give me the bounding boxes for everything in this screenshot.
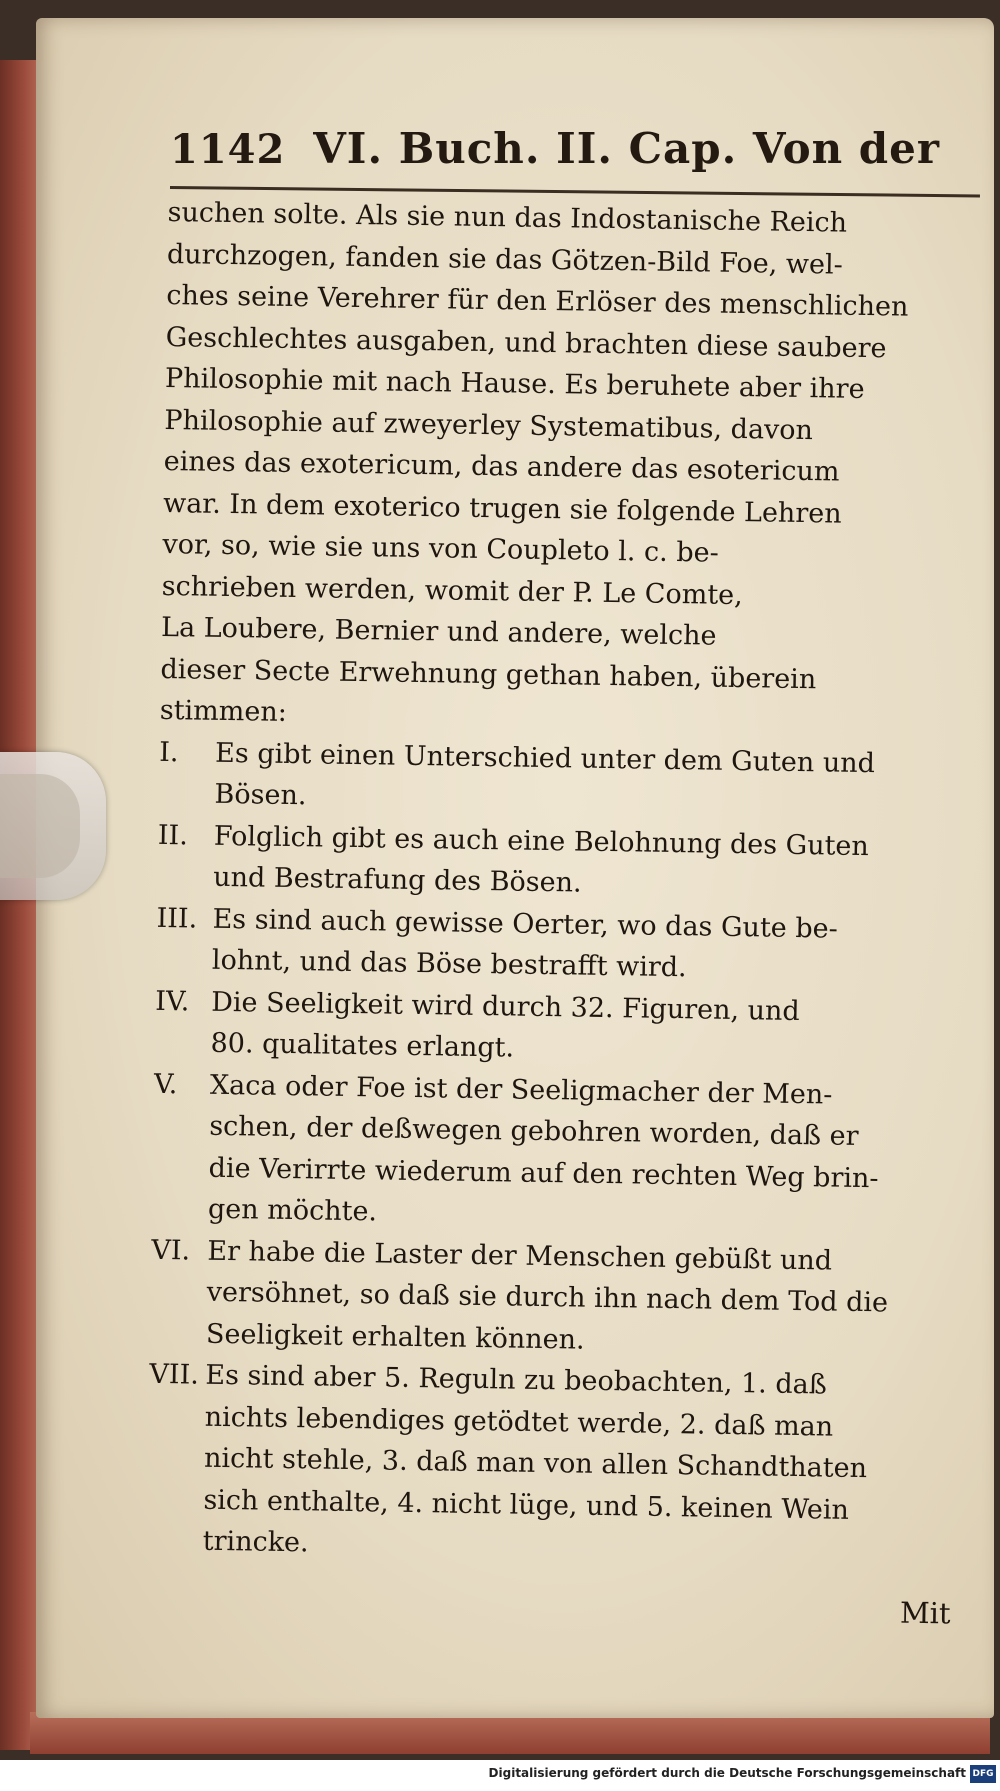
dfg-logo: DFG [970, 1765, 996, 1783]
text-line-content: ches seine Verehrer für den Erlöser des menschlichen [166, 279, 909, 323]
page-clip-inner [0, 774, 80, 878]
page-number: 1142 [170, 126, 286, 173]
text-line-content: Die Seeligkeit wird durch 32. Figuren, und [211, 986, 800, 1027]
text-line-content: durchzogen, fanden sie das Götzen-Bild Foe, wel- [166, 238, 844, 281]
text-line-content: stimmen: [159, 694, 288, 728]
text-line-content: dieser Secte Erwehnung gethan haben, überein [160, 653, 817, 695]
text-line-content: Seeligkeit erhalten können. [205, 1318, 585, 1356]
list-item-text [213, 815, 978, 910]
paragraph [160, 192, 988, 744]
text-line-content: 80. qualitates erlangt. [210, 1027, 515, 1064]
list-item [154, 980, 975, 1076]
text-line-content: suchen solte. Als sie nun das Indostanische Reich [167, 196, 848, 239]
text-line-content: Es gibt einen Unterschied unter dem Guten und [214, 737, 876, 779]
text-line-content: Folglich gibt es auch eine Belohnung des Guten [213, 820, 870, 862]
text-line-content: versöhnet, so daß sie durch ihn nach dem Tod die [206, 1276, 889, 1319]
text-line-content: Er habe die Laster der Menschen gebüßt und [207, 1235, 833, 1277]
footer-bar [0, 1760, 1000, 1791]
text-line-content: und Bestrafung des Bösen. [212, 861, 582, 899]
list-item [152, 1063, 975, 1242]
text-line-content: nichts lebendiges getödtet werde, 2. daß man [204, 1401, 834, 1443]
list-item [146, 1354, 969, 1574]
list-item-number: IV. [155, 985, 190, 1017]
running-title: VI. Buch. II. Cap. Von der [313, 124, 940, 173]
list-item-number: VII. [149, 1358, 200, 1391]
text-line-content: war. In dem exoterico trugen sie folgende Lehren [162, 487, 842, 530]
list-item-text [208, 1064, 975, 1242]
list-item-number: I. [158, 736, 179, 768]
list-item-text [202, 1355, 969, 1574]
footer-credit: Digitalisierung gefördert durch die Deutsche Forschungsgemeinschaft [488, 1766, 966, 1780]
text-line-content: lohnt, und das Böse bestrafft wird. [211, 944, 687, 984]
text-line-content: Geschlechtes ausgaben, und brachten diese saubere [165, 321, 887, 364]
list-item-number: III. [156, 902, 198, 935]
text-line-content: Xaca oder Foe ist der Seeligmacher der Men- [209, 1069, 833, 1111]
catchword: Mit [899, 1595, 951, 1631]
text-line-content: La Loubere, Bernier und andere, welche [160, 611, 717, 652]
list-item-number: V. [153, 1068, 178, 1100]
text-line-content: die Verirrte wiederum auf den rechten Weg brin- [208, 1152, 879, 1194]
list-item [150, 1229, 972, 1366]
list-item [156, 897, 977, 993]
text-line-content: schen, der deßwegen gebohren worden, daß er [209, 1110, 859, 1152]
text-line-content: vor, so, wie sie uns von Coupleto l. c. be- [162, 528, 719, 569]
running-header [170, 124, 940, 173]
list-item-number: II. [157, 819, 189, 851]
text-line-content: Es sind aber 5. Reguln zu beobachten, 1. daß [205, 1359, 828, 1401]
page-body [146, 192, 987, 1574]
list-item-text [210, 981, 975, 1076]
list-item-text [212, 898, 977, 993]
text-line-content: eines das exotericum, das andere das esotericum [163, 445, 840, 488]
list-item-number: VI. [151, 1234, 191, 1266]
text-line-content: trincke. [202, 1525, 309, 1559]
text-line-content: sich enthalte, 4. nicht lüge, und 5. keinen Wein [203, 1484, 850, 1526]
text-line-content: Es sind auch gewisse Oerter, wo das Gute be- [212, 903, 838, 945]
numbered-list [146, 731, 979, 1574]
list-item-text [206, 1230, 972, 1366]
book-bottom-edge [30, 1712, 990, 1754]
text-line-content: gen möchte. [207, 1193, 378, 1228]
text-line-content: schrieben werden, womit der P. Le Comte, [161, 570, 743, 611]
list-item [158, 731, 979, 827]
text-line-content: Bösen. [214, 778, 307, 812]
text-line-content: nicht stehle, 3. daß man von allen Schandthaten [203, 1442, 868, 1485]
text-line-content: Philosophie mit nach Hause. Es beruhete aber ihre [164, 362, 865, 405]
text-line-content: Philosophie auf zweyerley Systematibus, davon [164, 404, 814, 446]
list-item [157, 814, 978, 910]
list-item-text [214, 732, 979, 827]
